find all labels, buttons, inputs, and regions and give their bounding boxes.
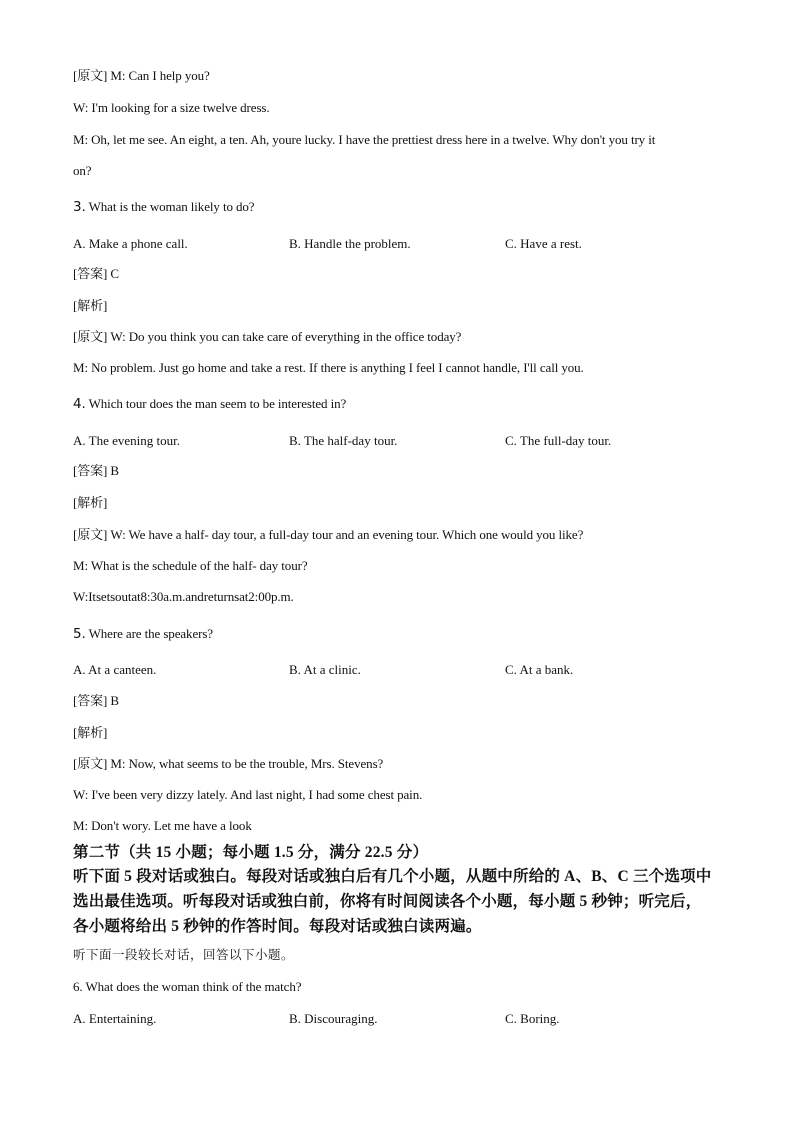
option-b: B. The half-day tour. xyxy=(289,433,398,448)
question-5 xyxy=(73,626,213,642)
option-a: A. Entertaining. xyxy=(73,1011,157,1026)
section-heading: 第二节（共 15 小题；每小题 1.5 分，满分 22.5 分） xyxy=(73,844,429,861)
transcript-line: M: Oh, let me see. An eight, a ten. Ah, youre lucky. I have the prettiest dress here in a twelve. Why don't you try it xyxy=(73,132,656,147)
transcript-line: [原文] M: Now, what seems to be the trouble, Mrs. Stevens? xyxy=(73,756,384,771)
question-number: 3. xyxy=(73,199,86,215)
analysis-label: [解析] xyxy=(73,725,108,740)
option-b: B. Discouraging. xyxy=(289,1011,378,1026)
transcript-line: [原文] W: Do you think you can take care of everything in the office today? xyxy=(73,329,462,344)
option-c: C. The full-day tour. xyxy=(505,433,612,448)
option-b: B. Handle the problem. xyxy=(289,236,411,251)
section-instruction: 听下面 5 段对话或独白。每段对话或独白后有几个小题，从题中所给的 A、B、C 三个选项中 xyxy=(73,868,712,885)
option-a: A. At a canteen. xyxy=(73,662,157,677)
transcript-line: [原文] M: Can I help you? xyxy=(73,68,210,83)
question-6: 6. What does the woman think of the match? xyxy=(73,979,302,994)
question-text: What is the woman likely to do? xyxy=(88,199,255,214)
section-instruction: 各小题将给出 5 秒钟的作答时间。每段对话或独白读两遍。 xyxy=(73,918,482,935)
question-4 xyxy=(73,396,346,412)
question-text: Which tour does the man seem to be interested in? xyxy=(88,396,347,411)
option-a: A. Make a phone call. xyxy=(73,236,188,251)
option-c: C. Boring. xyxy=(505,1011,560,1026)
transcript-line: W: I've been very dizzy lately. And last night, I had some chest pain. xyxy=(73,787,423,802)
question-3 xyxy=(73,199,254,215)
question-text: Where are the speakers? xyxy=(88,626,213,641)
option-b: B. At a clinic. xyxy=(289,662,361,677)
question-number: 5. xyxy=(73,626,86,642)
answer-label: [答案] B xyxy=(73,693,119,708)
section-instruction: 选出最佳选项。听每段对话或独白前，你将有时间阅读各个小题，每小题 5 秒钟；听完后， xyxy=(73,893,702,910)
analysis-label: [解析] xyxy=(73,495,108,510)
transcript-line: M: What is the schedule of the half- day tour? xyxy=(73,558,308,573)
transcript-line: M: Don't wory. Let me have a look xyxy=(73,818,252,833)
analysis-label: [解析] xyxy=(73,298,108,313)
subsection-instruction: 听下面一段较长对话，回答以下小题。 xyxy=(73,948,295,962)
option-c: C. At a bank. xyxy=(505,662,574,677)
question-number: 4. xyxy=(73,396,86,412)
answer-label: [答案] B xyxy=(73,463,119,478)
transcript-line: [原文] W: We have a half- day tour, a full-day tour and an evening tour. Which one would you like? xyxy=(73,527,584,542)
answer-label: [答案] C xyxy=(73,266,119,281)
transcript-line: W:Itsetsoutat8:30a.m.andreturnsat2:00p.m. xyxy=(73,589,294,604)
option-c: C. Have a rest. xyxy=(505,236,582,251)
option-a: A. The evening tour. xyxy=(73,433,180,448)
transcript-line: M: No problem. Just go home and take a rest. If there is anything I feel I cannot handle, I'll call you. xyxy=(73,360,584,375)
transcript-line: W: I'm looking for a size twelve dress. xyxy=(73,100,270,115)
transcript-line: on? xyxy=(73,163,92,178)
